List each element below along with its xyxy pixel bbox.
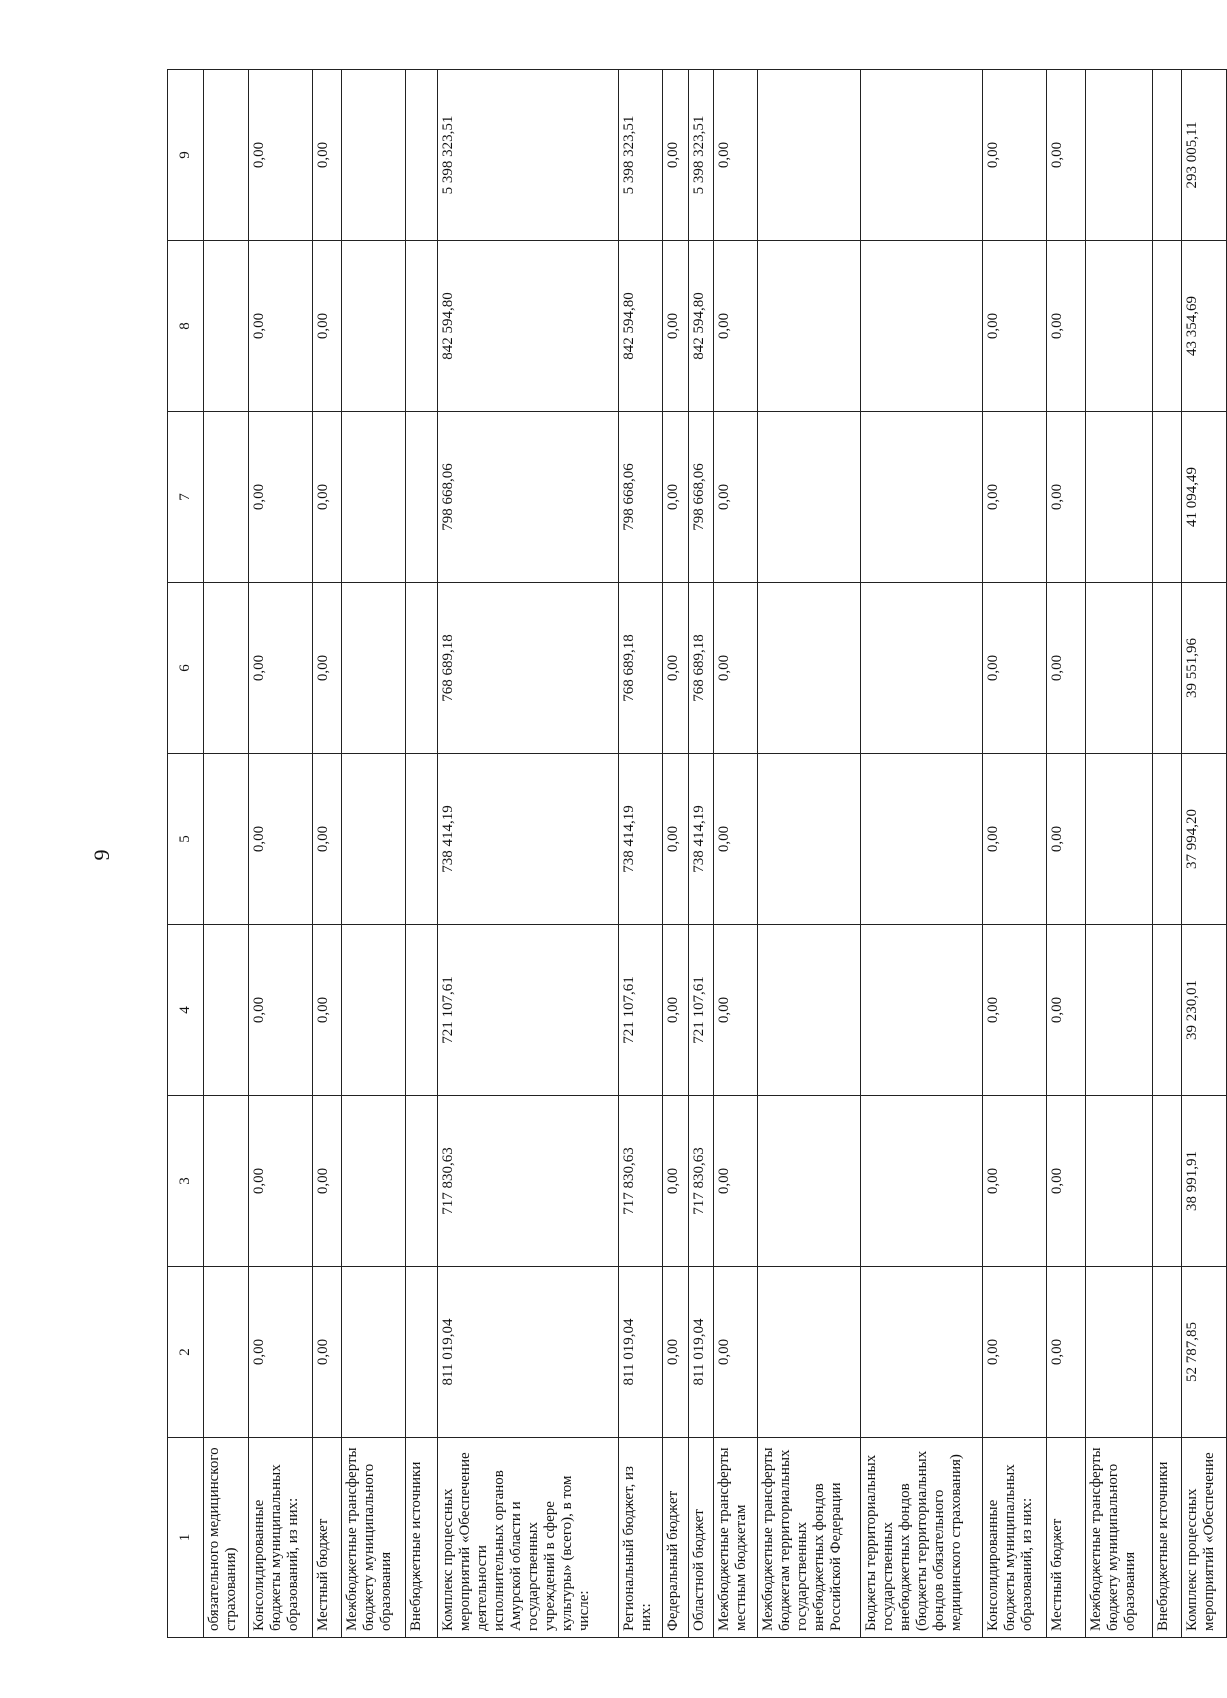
row-label: Внебюджетные источники <box>1152 1438 1182 1638</box>
value-cell: 798 668,06 <box>438 412 619 583</box>
value-cell <box>342 241 406 412</box>
value-cell: 0,00 <box>312 241 342 412</box>
value-cell <box>758 241 861 412</box>
value-cell: 0,00 <box>713 412 758 583</box>
table-row <box>663 70 688 1638</box>
value-cell: 39 230,01 <box>1182 925 1227 1096</box>
value-cell <box>204 241 249 412</box>
value-cell: 0,00 <box>1047 583 1086 754</box>
table-row <box>406 70 438 1638</box>
value-cell <box>1152 412 1182 583</box>
value-cell: 721 107,61 <box>688 925 713 1096</box>
value-cell <box>861 925 983 1096</box>
value-cell: 0,00 <box>248 754 312 925</box>
value-cell <box>1152 70 1182 241</box>
value-cell: 0,00 <box>312 583 342 754</box>
value-cell: 0,00 <box>663 925 688 1096</box>
table-row <box>983 70 1047 1638</box>
column-header: 7 <box>168 412 204 583</box>
value-cell <box>406 925 438 1096</box>
value-cell <box>758 1267 861 1438</box>
value-cell: 811 019,04 <box>618 1267 663 1438</box>
value-cell: 0,00 <box>983 70 1047 241</box>
value-cell <box>1086 1267 1152 1438</box>
value-cell: 0,00 <box>663 70 688 241</box>
value-cell: 0,00 <box>312 1267 342 1438</box>
value-cell: 0,00 <box>248 412 312 583</box>
column-header: 5 <box>168 754 204 925</box>
value-cell <box>758 925 861 1096</box>
value-cell <box>758 754 861 925</box>
value-cell <box>406 412 438 583</box>
value-cell <box>406 241 438 412</box>
value-cell <box>406 754 438 925</box>
budget-table <box>167 69 1227 1638</box>
value-cell <box>758 412 861 583</box>
value-cell <box>1152 583 1182 754</box>
value-cell: 0,00 <box>312 412 342 583</box>
table-row <box>688 70 713 1638</box>
value-cell: 0,00 <box>713 925 758 1096</box>
value-cell: 41 094,49 <box>1182 412 1227 583</box>
value-cell <box>342 583 406 754</box>
value-cell: 811 019,04 <box>688 1267 713 1438</box>
value-cell: 37 994,20 <box>1182 754 1227 925</box>
value-cell: 0,00 <box>663 412 688 583</box>
value-cell: 0,00 <box>983 241 1047 412</box>
value-cell: 0,00 <box>713 754 758 925</box>
value-cell: 0,00 <box>983 583 1047 754</box>
row-label: Региональный бюджет, из них: <box>618 1438 663 1638</box>
value-cell: 721 107,61 <box>438 925 619 1096</box>
rotated-table-frame <box>167 70 1227 1638</box>
value-cell: 0,00 <box>248 241 312 412</box>
value-cell: 0,00 <box>713 1096 758 1267</box>
value-cell <box>1086 583 1152 754</box>
value-cell: 0,00 <box>1047 1267 1086 1438</box>
value-cell <box>1086 412 1152 583</box>
value-cell: 811 019,04 <box>438 1267 619 1438</box>
row-label: Комплекс процессных мероприятий «Обеспечение деятельности исполнительных органов Амурской области и государственных учреждений в сфере культуры» (всего), в том числе: <box>438 1438 619 1638</box>
value-cell <box>861 70 983 241</box>
value-cell <box>204 925 249 1096</box>
value-cell: 0,00 <box>1047 925 1086 1096</box>
column-header: 1 <box>168 1438 204 1638</box>
value-cell: 717 830,63 <box>688 1096 713 1267</box>
value-cell <box>1152 925 1182 1096</box>
table-row <box>248 70 312 1638</box>
row-label: Межбюджетные трансферты бюджетам территориальных государственных внебюджетных фондов Российской Федерации <box>758 1438 861 1638</box>
value-cell <box>758 1096 861 1267</box>
table-row <box>1182 70 1227 1638</box>
value-cell: 0,00 <box>1047 754 1086 925</box>
value-cell: 0,00 <box>983 754 1047 925</box>
row-label: Бюджеты территориальных государственных внебюджетных фондов (бюджеты территориальных фондов обязательного медицинского страхования) <box>861 1438 983 1638</box>
row-label: Комплекс процессных мероприятий «Обеспечение <box>1182 1438 1227 1638</box>
value-cell: 0,00 <box>1047 412 1086 583</box>
value-cell: 768 689,18 <box>688 583 713 754</box>
value-cell: 5 398 323,51 <box>688 70 713 241</box>
value-cell <box>406 1267 438 1438</box>
value-cell <box>1086 241 1152 412</box>
value-cell: 0,00 <box>312 925 342 1096</box>
table-row <box>1152 70 1182 1638</box>
row-label: Консолидированные бюджеты муниципальных образований, из них: <box>983 1438 1047 1638</box>
table-row <box>618 70 663 1638</box>
column-header: 6 <box>168 583 204 754</box>
value-cell: 738 414,19 <box>688 754 713 925</box>
value-cell <box>758 583 861 754</box>
value-cell <box>1152 1267 1182 1438</box>
value-cell <box>1086 70 1152 241</box>
value-cell: 0,00 <box>713 583 758 754</box>
value-cell: 0,00 <box>248 70 312 241</box>
value-cell <box>406 583 438 754</box>
table-row <box>861 70 983 1638</box>
header-row <box>168 70 204 1638</box>
value-cell <box>861 754 983 925</box>
row-label: Межбюджетные трансферты местным бюджетам <box>713 1438 758 1638</box>
value-cell: 0,00 <box>713 70 758 241</box>
column-header: 4 <box>168 925 204 1096</box>
value-cell: 0,00 <box>713 1267 758 1438</box>
value-cell: 0,00 <box>312 70 342 241</box>
table-row <box>1047 70 1086 1638</box>
value-cell: 842 594,80 <box>688 241 713 412</box>
value-cell <box>1152 1096 1182 1267</box>
value-cell: 38 991,91 <box>1182 1096 1227 1267</box>
value-cell: 717 830,63 <box>618 1096 663 1267</box>
value-cell: 5 398 323,51 <box>618 70 663 241</box>
value-cell <box>204 583 249 754</box>
value-cell: 0,00 <box>248 1096 312 1267</box>
value-cell <box>342 1096 406 1267</box>
value-cell: 842 594,80 <box>618 241 663 412</box>
table-row <box>758 70 861 1638</box>
value-cell <box>204 1267 249 1438</box>
value-cell: 738 414,19 <box>618 754 663 925</box>
value-cell <box>758 70 861 241</box>
value-cell: 0,00 <box>1047 70 1086 241</box>
value-cell: 738 414,19 <box>438 754 619 925</box>
value-cell: 0,00 <box>663 1096 688 1267</box>
table-container <box>167 70 1227 1638</box>
column-header: 3 <box>168 1096 204 1267</box>
value-cell <box>861 412 983 583</box>
value-cell <box>342 1267 406 1438</box>
value-cell: 0,00 <box>983 1096 1047 1267</box>
table-row <box>312 70 342 1638</box>
value-cell: 842 594,80 <box>438 241 619 412</box>
value-cell <box>861 1267 983 1438</box>
value-cell: 0,00 <box>983 412 1047 583</box>
value-cell: 0,00 <box>663 241 688 412</box>
value-cell: 768 689,18 <box>618 583 663 754</box>
table-row <box>204 70 249 1638</box>
value-cell <box>1152 241 1182 412</box>
value-cell <box>406 1096 438 1267</box>
value-cell <box>861 241 983 412</box>
value-cell: 39 551,96 <box>1182 583 1227 754</box>
value-cell <box>342 925 406 1096</box>
value-cell: 798 668,06 <box>618 412 663 583</box>
row-label: Межбюджетные трансферты бюджету муниципального образования <box>1086 1438 1152 1638</box>
value-cell <box>406 70 438 241</box>
page-number: 9 <box>89 849 114 861</box>
row-label: Местный бюджет <box>312 1438 342 1638</box>
value-cell: 0,00 <box>1047 241 1086 412</box>
column-header: 2 <box>168 1267 204 1438</box>
value-cell: 0,00 <box>663 1267 688 1438</box>
column-header: 8 <box>168 241 204 412</box>
value-cell: 768 689,18 <box>438 583 619 754</box>
row-label: Внебюджетные источники <box>406 1438 438 1638</box>
table-row <box>438 70 619 1638</box>
value-cell <box>342 412 406 583</box>
row-label: обязательного медицинского страхования) <box>204 1438 249 1638</box>
row-label: Областной бюджет <box>688 1438 713 1638</box>
value-cell <box>861 1096 983 1267</box>
value-cell: 0,00 <box>248 1267 312 1438</box>
value-cell <box>1086 754 1152 925</box>
value-cell: 0,00 <box>983 925 1047 1096</box>
value-cell: 717 830,63 <box>438 1096 619 1267</box>
value-cell: 0,00 <box>312 754 342 925</box>
table-row <box>713 70 758 1638</box>
value-cell: 798 668,06 <box>688 412 713 583</box>
value-cell: 0,00 <box>663 754 688 925</box>
value-cell: 5 398 323,51 <box>438 70 619 241</box>
value-cell: 52 787,85 <box>1182 1267 1227 1438</box>
value-cell <box>861 583 983 754</box>
value-cell <box>204 1096 249 1267</box>
value-cell: 0,00 <box>312 1096 342 1267</box>
value-cell <box>1086 925 1152 1096</box>
value-cell <box>204 70 249 241</box>
value-cell: 0,00 <box>248 925 312 1096</box>
value-cell: 0,00 <box>983 1267 1047 1438</box>
value-cell: 0,00 <box>248 583 312 754</box>
table-row <box>342 70 406 1638</box>
table-row <box>1086 70 1152 1638</box>
value-cell <box>204 754 249 925</box>
value-cell: 721 107,61 <box>618 925 663 1096</box>
value-cell <box>342 754 406 925</box>
value-cell <box>1152 754 1182 925</box>
value-cell: 0,00 <box>663 583 688 754</box>
value-cell <box>1086 1096 1152 1267</box>
value-cell: 0,00 <box>713 241 758 412</box>
column-header: 9 <box>168 70 204 241</box>
value-cell: 43 354,69 <box>1182 241 1227 412</box>
row-label: Межбюджетные трансферты бюджету муниципального образования <box>342 1438 406 1638</box>
value-cell <box>342 70 406 241</box>
row-label: Федеральный бюджет <box>663 1438 688 1638</box>
value-cell: 293 005,11 <box>1182 70 1227 241</box>
value-cell <box>204 412 249 583</box>
value-cell: 0,00 <box>1047 1096 1086 1267</box>
row-label: Консолидированные бюджеты муниципальных образований, из них: <box>248 1438 312 1638</box>
row-label: Местный бюджет <box>1047 1438 1086 1638</box>
